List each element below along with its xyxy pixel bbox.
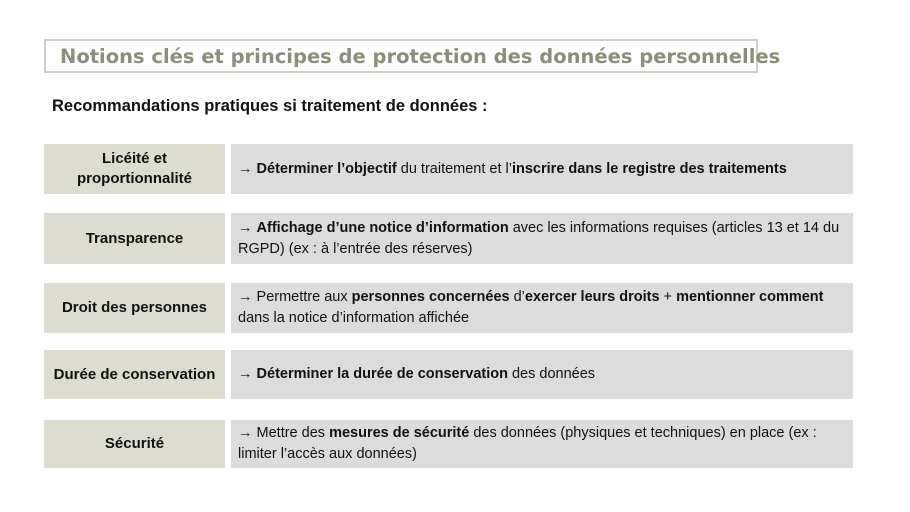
description-text: → Mettre des mesures de sécurité des données (physiques et techniques) en place (ex : limiter l’accès aux données) — [238, 425, 817, 462]
description-text: → Déterminer la durée de conservation des données — [238, 366, 596, 382]
principle-label: Durée de conservation — [44, 350, 225, 399]
principle-row — [44, 420, 853, 468]
slide-title: Notions clés et principes de protection des données personnelles — [60, 44, 781, 68]
description-text: → Affichage d’une notice d’information avec les informations requises (articles 13 et 14 du RGPD) (ex : à l’entrée des réserves) — [238, 219, 840, 257]
description-text: → Permettre aux personnes concernées d’exercer leurs droits + mentionner comment dans la notice d’information affichée — [238, 289, 824, 326]
principle-label: Transparence — [44, 213, 225, 264]
principle-row — [44, 283, 853, 333]
principle-row — [44, 213, 853, 264]
slide-subtitle: Recommandations pratiques si traitement de données : — [52, 97, 488, 115]
principle-description — [231, 420, 853, 468]
principle-description — [231, 283, 853, 333]
principle-description — [231, 213, 853, 264]
principle-description — [231, 144, 853, 194]
principle-description — [231, 350, 853, 399]
description-text: → Déterminer l’objectif du traitement et l’inscrire dans le registre des traitements — [238, 160, 787, 177]
principle-row — [44, 350, 853, 399]
principle-label: Licéité et proportionnalité — [44, 144, 225, 194]
principle-label: Droit des personnes — [44, 283, 225, 333]
principle-row — [44, 144, 853, 194]
principle-label: Sécurité — [44, 420, 225, 468]
slide-title-box — [44, 39, 781, 73]
